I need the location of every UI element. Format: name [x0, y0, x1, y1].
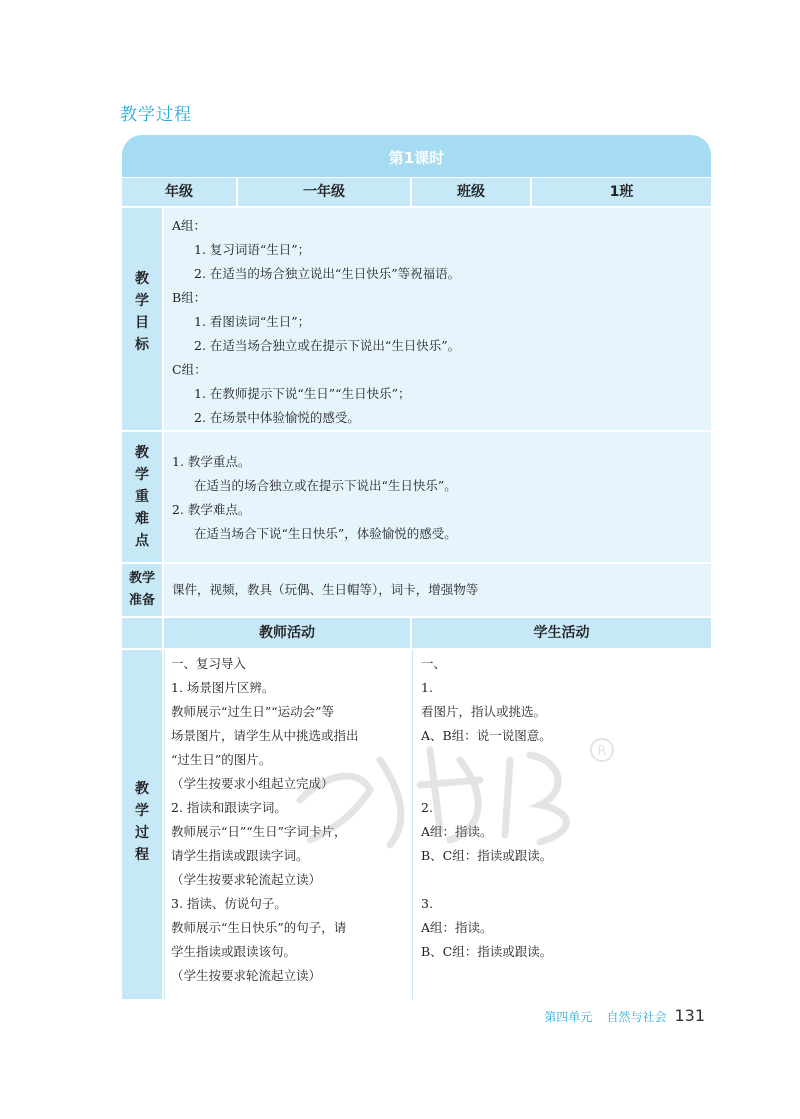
- page-number: 131: [674, 1006, 705, 1025]
- key-points-label: 教 学 重 难 点: [122, 432, 162, 562]
- goals-content: [164, 208, 711, 430]
- student-activity-line: 3.: [421, 896, 433, 911]
- teacher-activity-line: （学生按要求轮流起立读）: [171, 872, 322, 887]
- preparation-label: 教学 准备: [122, 564, 162, 616]
- activity-header-corner: [122, 618, 162, 648]
- page-footer: [544, 1006, 705, 1025]
- svg-text:R: R: [597, 744, 607, 759]
- student-activity-line: B、C组：指读或跟读。: [421, 944, 553, 959]
- student-activity-line: 2.: [421, 800, 433, 815]
- teacher-activity-line: 教师展示“生日快乐”的句子，请: [171, 920, 347, 935]
- student-activity-content: [412, 650, 711, 999]
- student-activity-line: 1.: [421, 680, 433, 695]
- goals-label: 教 学 目 标: [122, 208, 162, 430]
- key-point-line: 在适当的场合独立或在提示下说出“生日快乐”。: [194, 478, 457, 493]
- key-points-content: [164, 432, 711, 562]
- teacher-activity-line: 请学生指读或跟读字词。: [171, 848, 309, 863]
- teacher-activity-line: 教师展示“日”“生日”字词卡片，: [171, 824, 347, 839]
- goal-item: 1. 复习词语“生日”；: [194, 242, 311, 257]
- table-header: 第1课时: [122, 135, 711, 177]
- section-title: 教学过程: [120, 105, 192, 125]
- teacher-activity-line: 1. 场景图片区辨。: [171, 680, 275, 695]
- goal-group-name: A组：: [172, 218, 207, 233]
- teacher-activity-line: 教师展示“过生日”“运动会”等: [171, 704, 335, 719]
- teacher-activity-header: 教师活动: [164, 618, 410, 648]
- teacher-activity-line: 学生指读或跟读该句。: [171, 944, 297, 959]
- student-activity-header: 学生活动: [412, 618, 711, 648]
- goal-group-name: C组：: [172, 362, 207, 377]
- student-activity-line: A、B组：说一说图意。: [421, 728, 552, 743]
- goal-item: 2. 在适当的场合独立说出“生日快乐”等祝福语。: [194, 266, 461, 281]
- teacher-activity-line: “过生日”的图片。: [171, 752, 272, 767]
- goal-item: 1. 看图读词“生日”；: [194, 314, 311, 329]
- teacher-activity-line: 2. 指读和跟读字词。: [171, 800, 287, 815]
- student-activity-line: 看图片，指认或挑选。: [421, 704, 547, 719]
- student-activity-line: B、C组：指读或跟读。: [421, 848, 553, 863]
- grade-label: 年级: [122, 178, 236, 206]
- lesson-table: [122, 135, 711, 999]
- footer-unit: 第四单元: [544, 1010, 593, 1024]
- process-label: 教 学 过 程: [122, 650, 162, 999]
- grade-value: 一年级: [238, 178, 410, 206]
- key-point-line: 1. 教学重点。: [172, 454, 251, 469]
- class-label: 班级: [412, 178, 530, 206]
- teacher-activity-line: （学生按要求小组起立完成）: [171, 776, 334, 791]
- teacher-activity-line: 场景图片，请学生从中挑选或指出: [171, 728, 359, 743]
- footer-topic: 自然与社会: [606, 1010, 667, 1024]
- goal-item: 1. 在教师提示下说“生日”“生日快乐”；: [194, 386, 411, 401]
- key-point-line: 2. 教学难点。: [172, 502, 251, 517]
- goal-item: 2. 在场景中体验愉悦的感受。: [194, 410, 360, 425]
- class-value: 1班: [532, 178, 711, 206]
- teacher-activity-line: （学生按要求轮流起立读）: [171, 968, 322, 983]
- teacher-activity-content: [164, 650, 410, 999]
- student-activity-line: [421, 868, 552, 892]
- student-activity-line: 一、: [421, 656, 447, 671]
- goal-group-name: B组：: [172, 290, 207, 305]
- student-activity-line: A组：指读。: [421, 920, 493, 935]
- preparation-text: 课件，视频，教具（玩偶、生日帽等），词卡，增强物等: [172, 582, 479, 597]
- student-activity-line: [421, 748, 552, 772]
- preparation-content: [164, 564, 711, 616]
- key-point-line: 在适当场合下说“生日快乐”，体验愉悦的感受。: [194, 526, 457, 541]
- teacher-activity-line: 一、复习导入: [171, 656, 247, 671]
- teacher-activity-line: 3. 指读、仿说句子。: [171, 896, 287, 911]
- student-activity-line: [421, 772, 552, 796]
- student-activity-line: A组：指读。: [421, 824, 493, 839]
- student-activity-line: [421, 964, 552, 988]
- goal-item: 2. 在适当场合独立或在提示下说出“生日快乐”。: [194, 338, 461, 353]
